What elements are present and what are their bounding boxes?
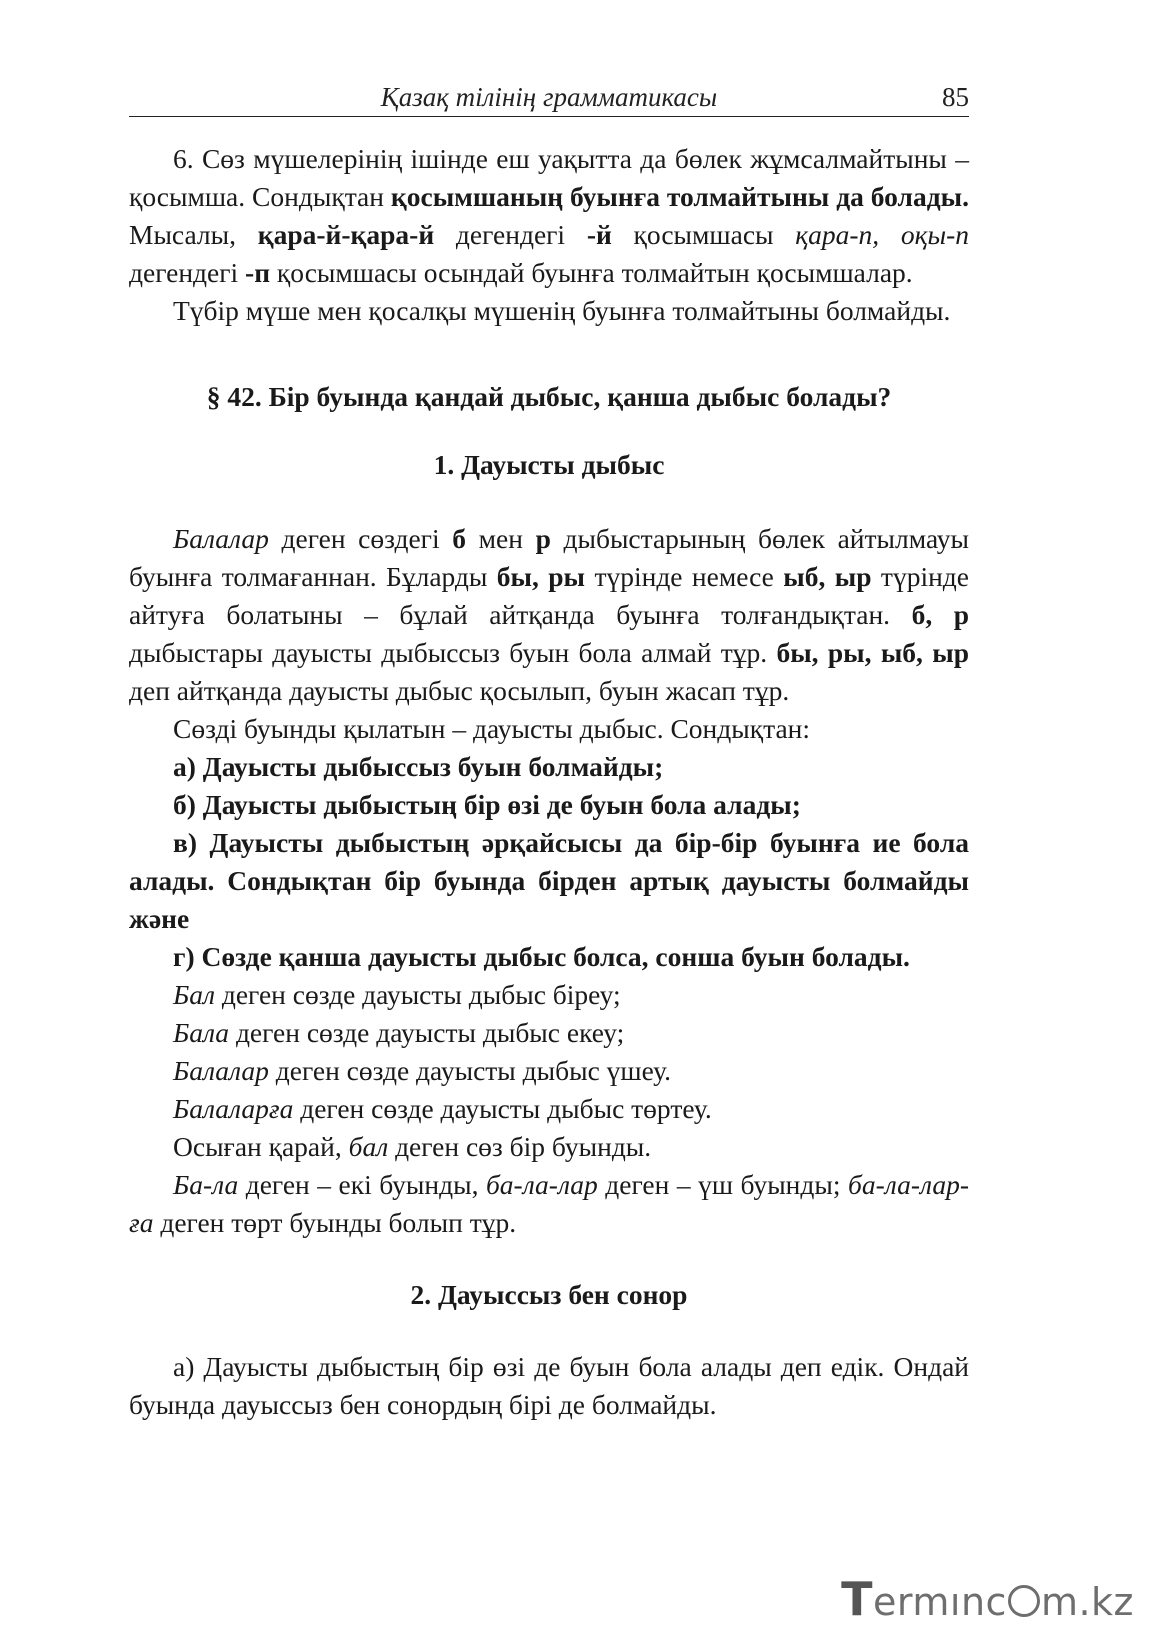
subsection-heading-consonant: 2. Дауыссыз бен сонор xyxy=(410,1279,688,1310)
watermark-circle-icon xyxy=(1008,1585,1040,1617)
paragraph-one-syllable: Осыған қарай, бал деген сөз бір буынды. xyxy=(173,1131,652,1162)
rule-d: г) Сөзде қанша дауысты дыбыс болса, сонша буын болады. xyxy=(173,941,910,972)
paragraph-root-note: Түбір мүше мен қосалқы мүшенің буынға толмайтыны болмайды. xyxy=(173,295,951,326)
page-body xyxy=(129,140,969,1424)
example-line: Балаларға деген сөзде дауысты дыбыс төртеу. xyxy=(173,1093,712,1124)
paragraph-suffix-note: 6. Сөз мүшелерінің ішінде еш уақытта да бөлек жұмсалмайтыны – қосымша. Сондықтан қосымшаның буынға толмайтыны да болады. Мысалы, қара-й-қара-й дегендегі -й қосымшасы қара-п, оқы-п дегендегі -п қосымшасы осындай буынға толмайтын қосымшалар. xyxy=(129,143,970,288)
rule-b: б) Дауысты дыбыстың бір өзі де буын бола алады; xyxy=(173,789,801,820)
paragraph-syllable-split: Ба-ла деген – екі буынды, ба-ла-лар деген – үш буынды; ба-ла-лар-ға деген төрт буынды болып тұр. xyxy=(129,1169,969,1238)
running-header xyxy=(129,80,969,117)
running-title: Қазақ тілінің грамматикасы xyxy=(380,82,718,112)
example-line: Балалар деген сөзде дауысты дыбыс үшеу. xyxy=(173,1055,671,1086)
site-watermark: Termınc m.kz xyxy=(841,1572,1134,1626)
example-line: Бал деген сөзде дауысты дыбыс біреу; xyxy=(173,979,621,1010)
paragraph-balalar: Балалар деген сөздегі б мен р дыбыстарының бөлек айтылмауы буынға толмағаннан. Бұларды бы, ры түрінде немесе ыб, ыр түрінде айтуға болатыны – бұлай айтқанда буынға толғандықтан. б, р дыбыстары дауысты дыбыссыз буын бола алмай тұр. бы, ры, ыб, ыр деп айтқанда дауысты дыбыс қосылып, буын жасап тұр. xyxy=(129,523,969,706)
subsection-heading-vowel: 1. Дауысты дыбыс xyxy=(433,449,665,480)
paragraph-consonant-sonor: а) Дауысты дыбыстың бір өзі де буын бола алады деп едік. Ондай буында дауыссыз бен сонордың бірі де болмайды. xyxy=(129,1351,969,1420)
rule-a: а) Дауысты дыбыссыз буын болмайды; xyxy=(173,751,664,782)
rule-c: в) Дауысты дыбыстың әрқайсысы да бір-бір буынға ие бола алады. Сондықтан бір буында бірден артық дауысты болмайды және xyxy=(129,827,969,934)
paragraph-conclusion-intro: Сөзді буынды қылатын – дауысты дыбыс. Сондықтан: xyxy=(173,713,811,744)
page-number: 85 xyxy=(942,82,969,112)
section-heading: § 42. Бір буында қандай дыбыс, қанша дыбыс болады? xyxy=(206,381,892,412)
example-line: Бала деген сөзде дауысты дыбыс екеу; xyxy=(173,1017,625,1048)
